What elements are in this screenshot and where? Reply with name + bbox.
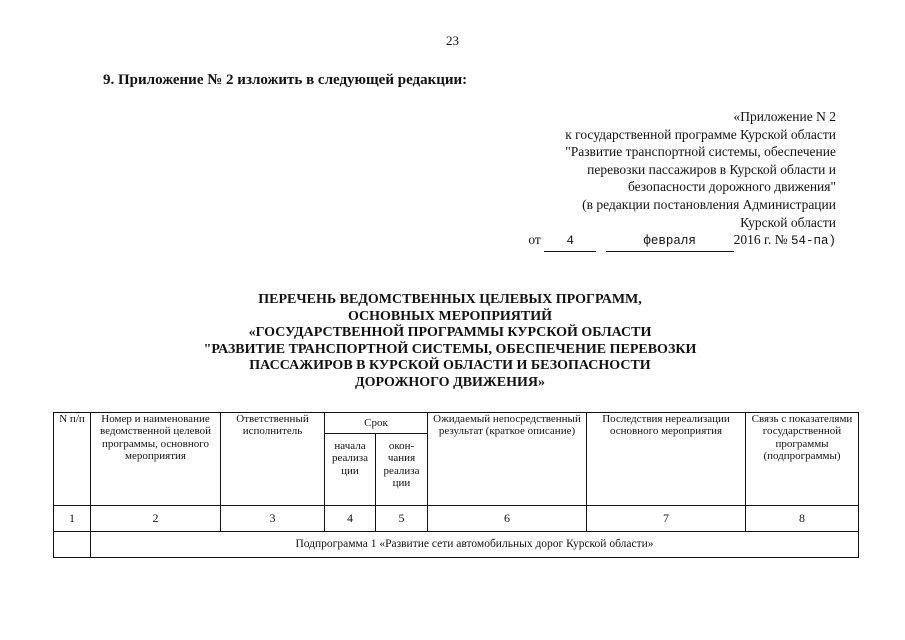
appendix-line-5: безопасности дорожного движения" bbox=[627, 179, 836, 195]
appendix-date-line bbox=[520, 231, 836, 252]
header-link: Связь с показателями государственной программы (подпрограммы) bbox=[746, 413, 859, 506]
header-result: Ожидаемый непосредственный результат (краткое описание) bbox=[428, 413, 587, 506]
header-row bbox=[54, 413, 859, 434]
date-number: 54-па) bbox=[790, 234, 836, 249]
title-line-4: "РАЗВИТИЕ ТРАНСПОРТНОЙ СИСТЕМЫ, ОБЕСПЕЧЕНИЕ ПЕРЕВОЗКИ bbox=[203, 341, 697, 357]
document-title bbox=[150, 292, 750, 391]
column-number: 8 bbox=[746, 506, 859, 532]
column-number: 3 bbox=[221, 506, 325, 532]
appendix-line-2: к государственной программе Курской области bbox=[565, 126, 836, 142]
subprogram-n-cell bbox=[54, 532, 91, 558]
date-day: 4 bbox=[566, 234, 574, 249]
column-number: 5 bbox=[376, 506, 428, 532]
header-term-end: окон- чания реализа ции bbox=[376, 434, 428, 506]
appendix-line-3: "Развитие транспортной системы, обеспечение bbox=[565, 144, 836, 160]
appendix-header bbox=[520, 108, 836, 252]
column-number: 2 bbox=[91, 506, 221, 532]
column-number: 7 bbox=[587, 506, 746, 532]
appendix-line-6: (в редакции постановления Администрации bbox=[582, 196, 836, 212]
subprogram-row bbox=[54, 532, 859, 558]
amendment-instruction: 9. Приложение № 2 изложить в следующей редакции: bbox=[103, 72, 468, 88]
header-term-start: начала реализа ции bbox=[325, 434, 376, 506]
appendix-line-1: «Приложение N 2 bbox=[733, 109, 836, 124]
appendix-line-4: перевозки пассажиров в Курской области и bbox=[587, 161, 836, 177]
header-term: Срок bbox=[325, 413, 428, 434]
header-name: Номер и наименование ведомственной целевой программы, основного мероприятия bbox=[91, 413, 221, 506]
header-n: N п/п bbox=[54, 413, 91, 506]
column-number: 4 bbox=[325, 506, 376, 532]
column-number: 1 bbox=[54, 506, 91, 532]
programs-table bbox=[53, 412, 859, 558]
subprogram-title: Подпрограмма 1 «Развитие сети автомобильных дорог Курской области» bbox=[91, 532, 859, 558]
title-line-1: ПЕРЕЧЕНЬ ВЕДОМСТВЕННЫХ ЦЕЛЕВЫХ ПРОГРАММ, bbox=[258, 292, 642, 307]
column-number: 6 bbox=[428, 506, 587, 532]
header-consequences: Последствия нереализации основного мероприятия bbox=[587, 413, 746, 506]
date-year: 2016 г. № bbox=[733, 232, 788, 248]
title-line-3: «ГОСУДАРСТВЕННОЙ ПРОГРАММЫ КУРСКОЙ ОБЛАСТИ bbox=[248, 325, 652, 340]
title-line-5: ПАССАЖИРОВ В КУРСКОЙ ОБЛАСТИ И БЕЗОПАСНОСТИ bbox=[249, 358, 651, 373]
header-executor: Ответственный исполнитель bbox=[221, 413, 325, 506]
page-number: 23 bbox=[446, 33, 459, 48]
title-line-6: ДОРОЖНОГО ДВИЖЕНИЯ» bbox=[354, 374, 546, 390]
date-prefix: от bbox=[528, 232, 541, 248]
appendix-line-7: Курской области bbox=[740, 214, 836, 230]
date-month: февраля bbox=[643, 234, 696, 249]
title-line-2: ОСНОВНЫХ МЕРОПРИЯТИЙ bbox=[347, 308, 552, 324]
column-number-row bbox=[54, 506, 859, 532]
